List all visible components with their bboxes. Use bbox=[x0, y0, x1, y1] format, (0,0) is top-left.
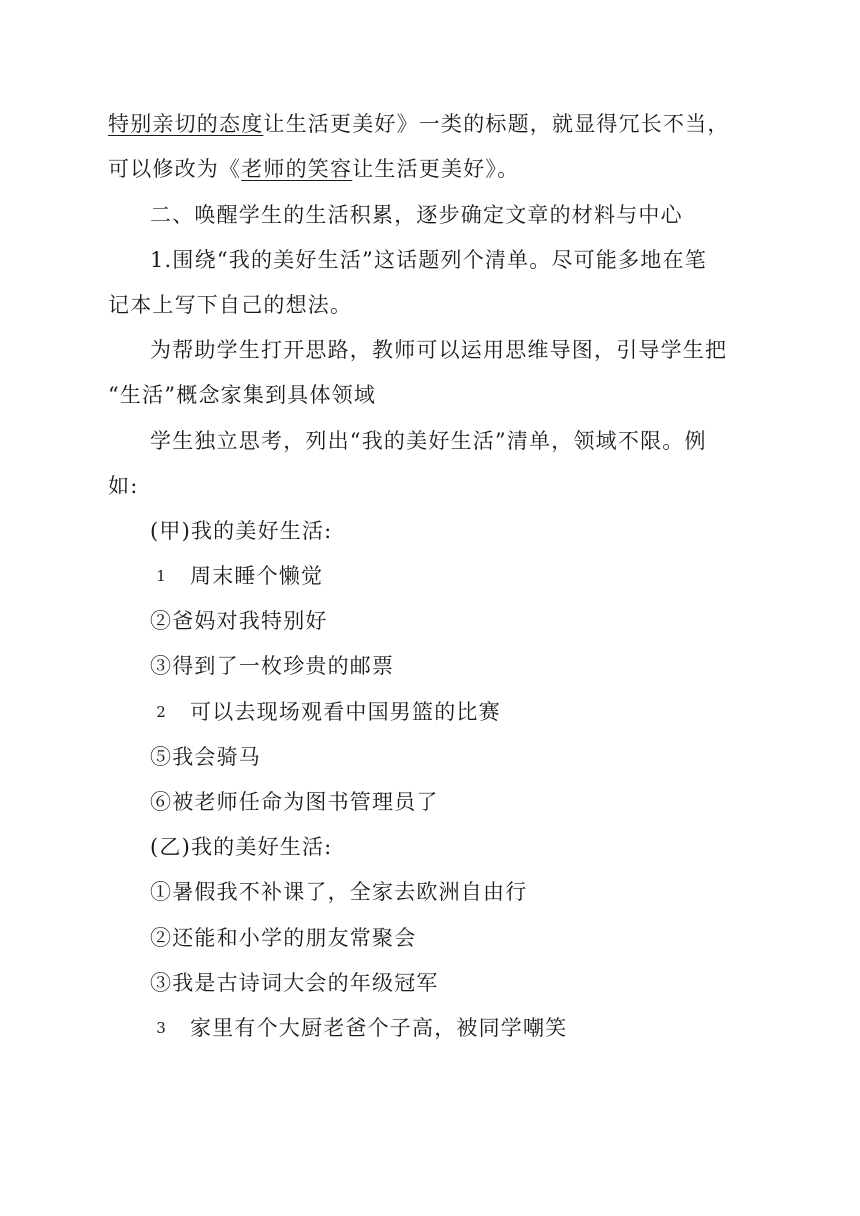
line-text: 可以修改为《 bbox=[108, 157, 242, 181]
list-item bbox=[150, 607, 328, 635]
item-marker: 3 bbox=[156, 1019, 166, 1037]
item-text: ②爸妈对我特别好 bbox=[150, 609, 328, 633]
list-item bbox=[150, 969, 439, 997]
paragraph-line-5: 记本上写下自己的想法。 bbox=[108, 293, 353, 317]
list-item bbox=[150, 562, 323, 590]
list-heading-jia: (甲)我的美好生活: bbox=[150, 519, 333, 543]
line-text: 让生活更美好》一类的标题，就显得冗长不当， bbox=[263, 112, 730, 136]
item-text: 周末睡个懒觉 bbox=[190, 564, 324, 588]
paragraph-line-4: 1.围绕“我的美好生活”这话题列个清单。尽可能多地在笔 bbox=[150, 248, 707, 272]
item-marker: 1 bbox=[156, 567, 166, 585]
paragraph-line-1 bbox=[108, 110, 730, 138]
underlined-phrase: 特别亲切的态度 bbox=[108, 112, 264, 136]
list-item bbox=[150, 743, 261, 771]
item-text: 可以去现场观看中国男篮的比赛 bbox=[190, 700, 501, 724]
list-item bbox=[150, 788, 439, 816]
line-text: 让生活更美好》。 bbox=[352, 157, 520, 181]
item-text: ⑤我会骑马 bbox=[150, 745, 261, 769]
list-item bbox=[150, 698, 501, 726]
item-marker: 2 bbox=[156, 703, 166, 721]
underlined-phrase: 老师的笑容 bbox=[241, 157, 353, 181]
paragraph-line-7: “生活”概念家集到具体领域 bbox=[108, 383, 377, 407]
item-text: ②还能和小学的朋友常聚会 bbox=[150, 926, 417, 950]
item-text: ①暑假我不补课了，全家去欧洲自由行 bbox=[150, 880, 528, 904]
list-item bbox=[150, 924, 416, 952]
item-text: ③我是古诗词大会的年级冠军 bbox=[150, 971, 439, 995]
paragraph-line-8: 学生独立思考，列出“我的美好生活”清单，领域不限。例 bbox=[150, 429, 707, 453]
list-item bbox=[150, 1014, 567, 1042]
paragraph-line-2 bbox=[108, 155, 519, 183]
list-heading-yi: (乙)我的美好生活: bbox=[150, 835, 333, 859]
paragraph-line-9: 如: bbox=[108, 474, 139, 498]
list-item bbox=[150, 878, 527, 906]
paragraph-line-6: 为帮助学生打开思路，教师可以运用思维导图，引导学生把 bbox=[150, 338, 728, 362]
list-item bbox=[150, 652, 394, 680]
item-text: 家里有个大厨老爸个子高，被同学嘲笑 bbox=[190, 1016, 568, 1040]
item-text: ③得到了一枚珍贵的邮票 bbox=[150, 654, 395, 678]
item-text: ⑥被老师任命为图书管理员了 bbox=[150, 790, 439, 814]
section-heading: 二、唤醒学生的生活积累，逐步确定文章的材料与中心 bbox=[150, 203, 683, 227]
